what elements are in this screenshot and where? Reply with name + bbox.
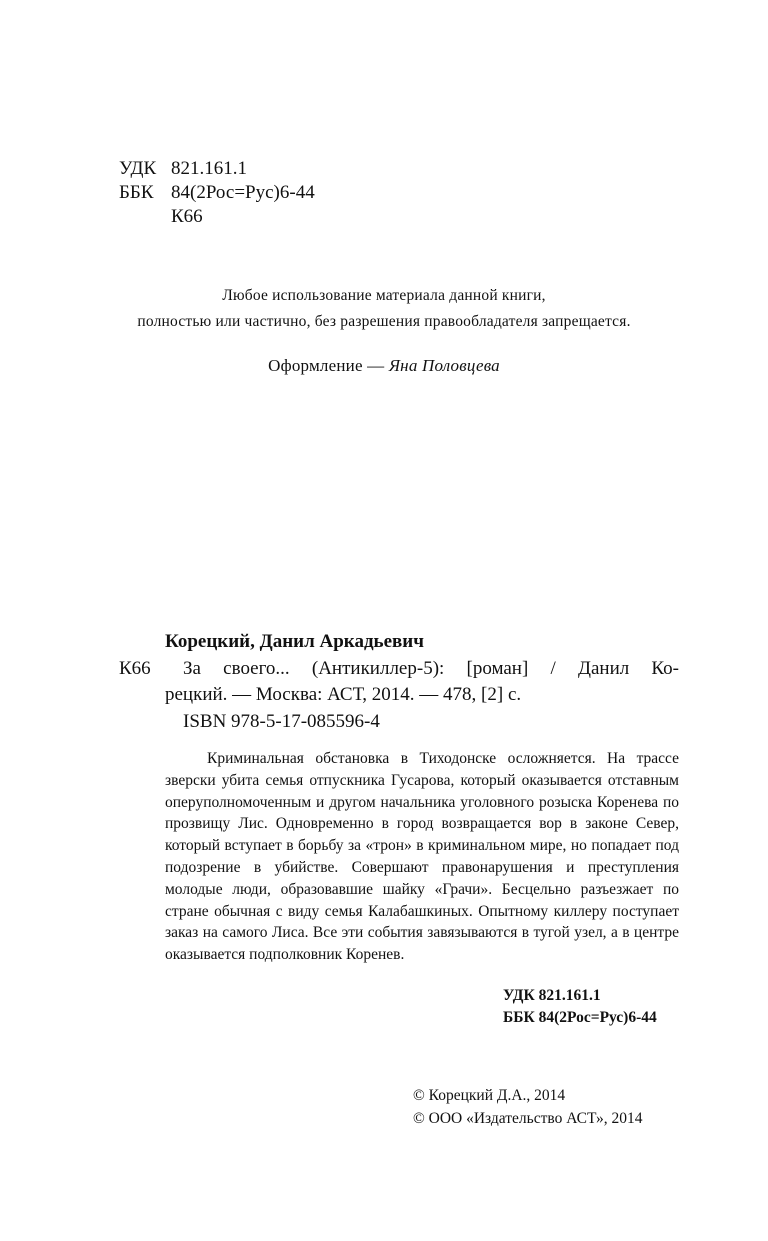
copyright-publisher: © ООО «Издательство АСТ», 2014: [413, 1110, 643, 1127]
record-title-line1: За своего... (Антикиллер-5): [роман] / Данил Ко-: [183, 658, 679, 679]
udk-value: 821.161.1: [171, 158, 247, 179]
rights-notice-line1: Любое использование материала данной книги,: [222, 287, 546, 304]
record-author: Корецкий, Данил Аркадьевич: [165, 631, 424, 652]
rights-notice-line2: полностью или частично, без разрешения правообладателя запрещается.: [137, 313, 631, 330]
design-credit: [0, 356, 768, 376]
udk-line: [119, 157, 315, 181]
annotation-text: Криминальная обстановка в Тиходонске осложняется. На трассе зверски убита семья отпускника Гусарова, который оказывается отставным оперуполномоченным и другом начальника уголовного розыска Коренева по прозвищу Лис. Одновременно в город возвращается вор в законе Север, который вступает в борьбу за «трон» в криминальном мире, но попадает под подозрение в убийстве. Совершают правонарушения и преступления молодые люди, образовавшие шайку «Грачи». Бесцельно разъезжает по стране обычная с виду семья Калабашкиных. Опытному киллеру поступает заказ на самого Лиса. Все эти события завязываются в тугой узел, а в центре оказывается подполковник Коренев.: [165, 750, 679, 964]
copyright-author: © Корецкий Д.А., 2014: [413, 1087, 566, 1104]
bbk-label: ББК: [119, 182, 154, 203]
classification-codes: [119, 157, 315, 229]
record-title-line2: рецкий. — Москва: АСТ, 2014. — 478, [2] с.: [165, 684, 522, 705]
record-isbn: ISBN 978-5-17-085596-4: [183, 711, 380, 732]
record-author-mark: К66: [119, 658, 151, 679]
bbk-value: 84(2Рос=Рус)6-44: [171, 182, 315, 203]
footer-bbk: ББК 84(2Рос=Рус)6-44: [503, 1009, 657, 1026]
author-mark-line: [119, 205, 315, 229]
footer-udk: УДК 821.161.1: [503, 987, 601, 1004]
author-mark: К66: [171, 206, 203, 227]
udk-label: УДК: [119, 158, 157, 179]
bbk-line: [119, 181, 315, 205]
designer-name: Яна Половцева: [388, 356, 500, 375]
design-credit-label: Оформление —: [268, 356, 385, 375]
